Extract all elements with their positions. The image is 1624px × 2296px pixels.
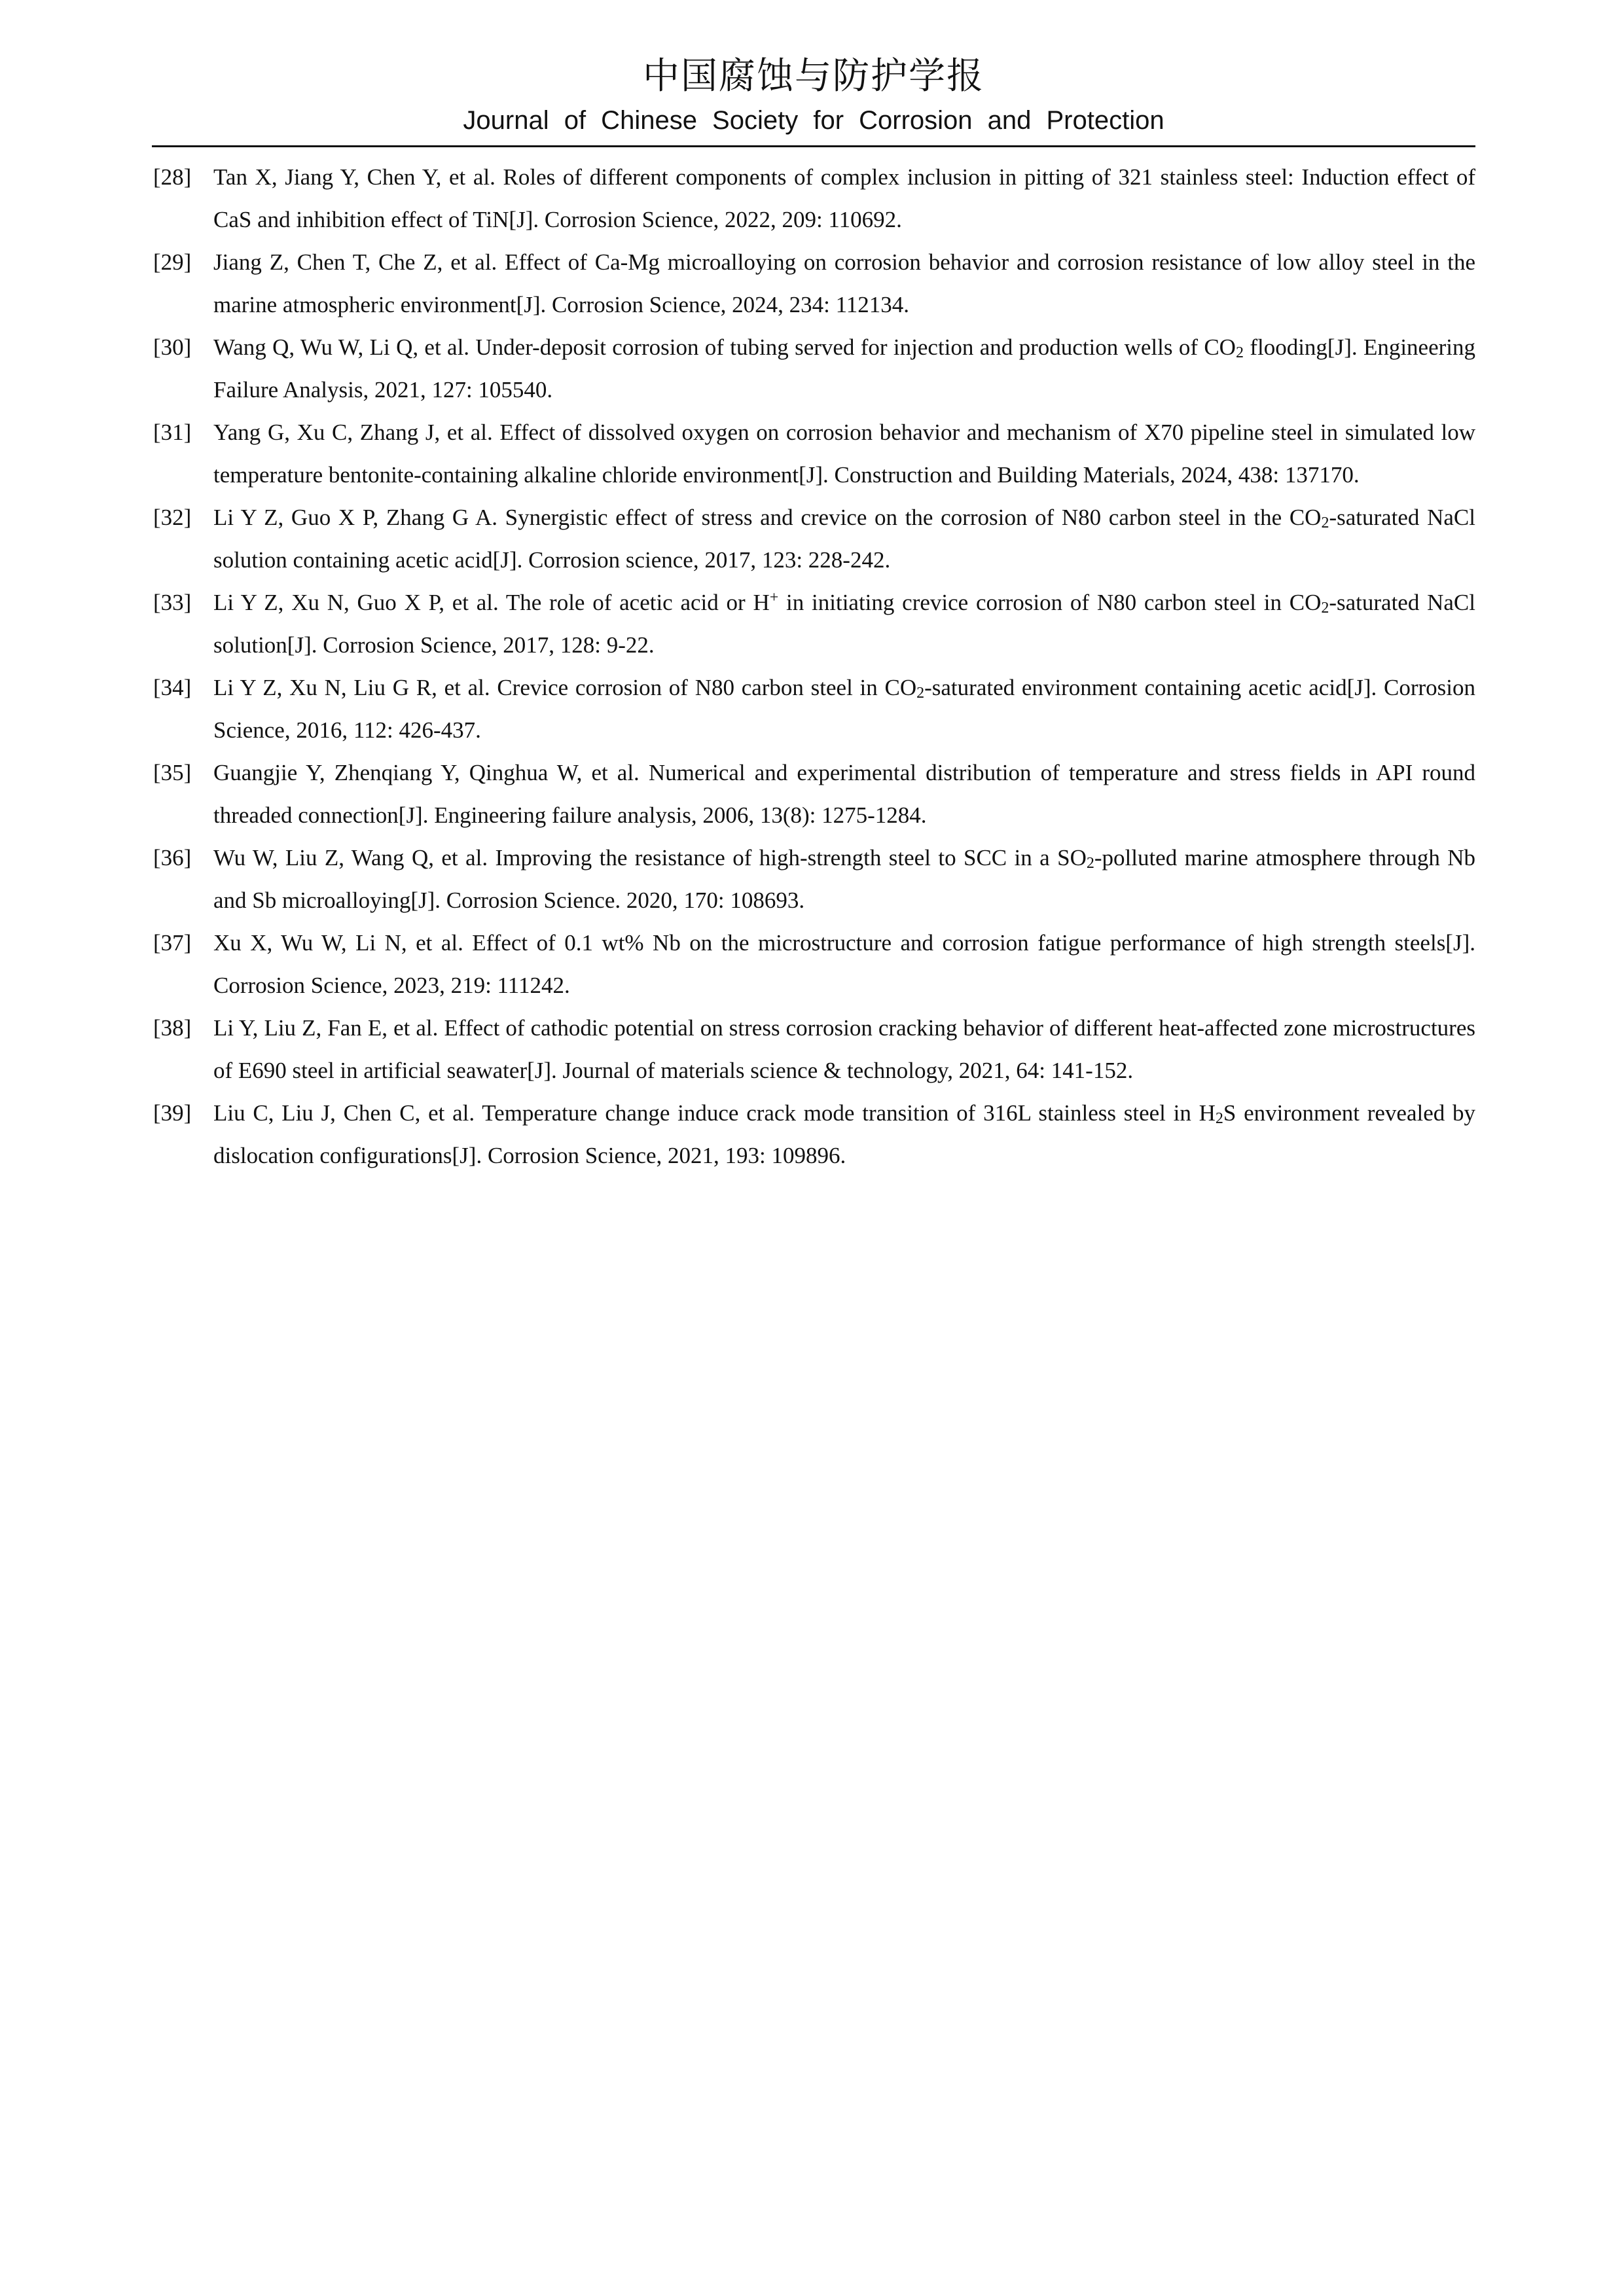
- text-segment: S environment revealed by dislocation configurations[J]. Corrosion Science, 2021, 193: 109896.: [213, 1100, 1475, 1168]
- subscript: 2: [1321, 514, 1329, 531]
- text-segment: Li Y, Liu Z, Fan E, et al. Effect of cathodic potential on stress corrosion cracking behavior of different heat-affected zone microstructures of E690 steel in artificial seawater[J]. Journal of materials science & technology, 2021, 64: 141-152.: [213, 1015, 1475, 1083]
- reference-number: [36]: [153, 845, 192, 870]
- text-segment: Wu W, Liu Z, Wang Q, et al. Improving the resistance of high-strength steel to SCC in a SO: [213, 845, 1087, 870]
- subscript: 2: [1086, 855, 1094, 872]
- journal-header: [152, 54, 1475, 137]
- text-segment: Li Y Z, Xu N, Liu G R, et al. Crevice corrosion of N80 carbon steel in CO: [213, 675, 917, 700]
- reference-text: [213, 420, 1475, 488]
- reference-text: [213, 1100, 1475, 1168]
- reference-text: [213, 930, 1475, 998]
- reference-number: [30]: [153, 334, 192, 360]
- reference-item: [152, 751, 1475, 836]
- subscript: 2: [1235, 344, 1244, 361]
- text-segment: flooding[J]. Engineering Failure Analysis, 2021, 127: 105540.: [213, 334, 1475, 403]
- reference-number: [31]: [153, 420, 192, 445]
- reference-list: [152, 156, 1475, 1177]
- reference-item: [152, 1092, 1475, 1177]
- reference-item: [152, 922, 1475, 1007]
- reference-number: [32]: [153, 505, 192, 530]
- text-segment: -polluted marine atmosphere through Nb and Sb microalloying[J]. Corrosion Science. 2020, 170: 108693.: [213, 845, 1476, 913]
- reference-item: [152, 156, 1475, 241]
- text-segment: -saturated NaCl solution containing acetic acid[J]. Corrosion science, 2017, 123: 228-242.: [213, 505, 1475, 573]
- text-segment: Liu C, Liu J, Chen C, et al. Temperature change induce crack mode transition of 316L stainless steel in H: [213, 1100, 1216, 1126]
- reference-number: [29]: [153, 249, 192, 275]
- reference-text: [213, 1015, 1475, 1083]
- reference-item: [152, 411, 1475, 496]
- subscript: 2: [916, 685, 925, 702]
- reference-text: [213, 845, 1475, 913]
- reference-number: [34]: [153, 675, 192, 700]
- reference-text: [213, 334, 1475, 403]
- reference-number: [39]: [153, 1100, 192, 1126]
- text-segment: -saturated NaCl solution[J]. Corrosion Science, 2017, 128: 9-22.: [213, 590, 1475, 658]
- reference-item: [152, 241, 1475, 326]
- reference-item: [152, 1007, 1475, 1092]
- reference-number: [38]: [153, 1015, 192, 1041]
- text-segment: Xu X, Wu W, Li N, et al. Effect of 0.1 wt% Nb on the microstructure and corrosion fatigue performance of high strength steels[J]. Corrosion Science, 2023, 219: 111242.: [213, 930, 1475, 998]
- text-segment: Wang Q, Wu W, Li Q, et al. Under-deposit corrosion of tubing served for injection and production wells of CO: [213, 334, 1236, 360]
- text-segment: Li Y Z, Guo X P, Zhang G A. Synergistic effect of stress and crevice on the corrosion of N80 carbon steel in the CO: [213, 505, 1322, 530]
- reference-item: [152, 326, 1475, 411]
- text-segment: Guangjie Y, Zhenqiang Y, Qinghua W, et al. Numerical and experimental distribution of temperature and stress fields in API round threaded connection[J]. Engineering failure analysis, 2006, 13(8): 1275-1284.: [213, 760, 1475, 828]
- reference-item: [152, 496, 1475, 581]
- reference-number: [37]: [153, 930, 192, 956]
- reference-item: [152, 581, 1475, 666]
- reference-item: [152, 836, 1475, 922]
- superscript: +: [769, 589, 779, 606]
- reference-number: [33]: [153, 590, 192, 615]
- text-segment: -saturated environment containing acetic acid[J]. Corrosion Science, 2016, 112: 426-437.: [213, 675, 1475, 743]
- text-segment: Yang G, Xu C, Zhang J, et al. Effect of dissolved oxygen on corrosion behavior and mechanism of X70 pipeline steel in simulated low temperature bentonite-containing alkaline chloride environment[J]. Construction and Building Materials, 2024, 438: 137170.: [213, 420, 1475, 488]
- reference-number: [28]: [153, 164, 192, 190]
- reference-text: [213, 760, 1475, 828]
- text-segment: in initiating crevice corrosion of N80 carbon steel in CO: [778, 590, 1322, 615]
- reference-text: [213, 675, 1475, 743]
- reference-text: [213, 505, 1475, 573]
- header-rule: [152, 145, 1475, 147]
- reference-item: [152, 666, 1475, 751]
- text-segment: Jiang Z, Chen T, Che Z, et al. Effect of Ca-Mg microalloying on corrosion behavior and corrosion resistance of low alloy steel in the marine atmospheric environment[J]. Corrosion Science, 2024, 234: 112134.: [213, 249, 1475, 317]
- reference-text: [213, 249, 1475, 317]
- reference-text: [213, 164, 1475, 232]
- subscript: 2: [1321, 600, 1329, 617]
- reference-text: [213, 590, 1475, 658]
- journal-title-en: Journal of Chinese Society for Corrosion and Protection: [463, 106, 1164, 135]
- text-segment: Tan X, Jiang Y, Chen Y, et al. Roles of different components of complex inclusion in pitting of 321 stainless steel: Induction effect of CaS and inhibition effect of TiN[J]. Corrosion Science, 2022, 209: 110692.: [213, 164, 1475, 232]
- text-segment: Li Y Z, Xu N, Guo X P, et al. The role of acetic acid or H: [213, 590, 770, 615]
- journal-title-cn: 中国腐蚀与防护学报: [643, 55, 984, 98]
- reference-number: [35]: [153, 760, 192, 785]
- subscript: 2: [1215, 1110, 1223, 1127]
